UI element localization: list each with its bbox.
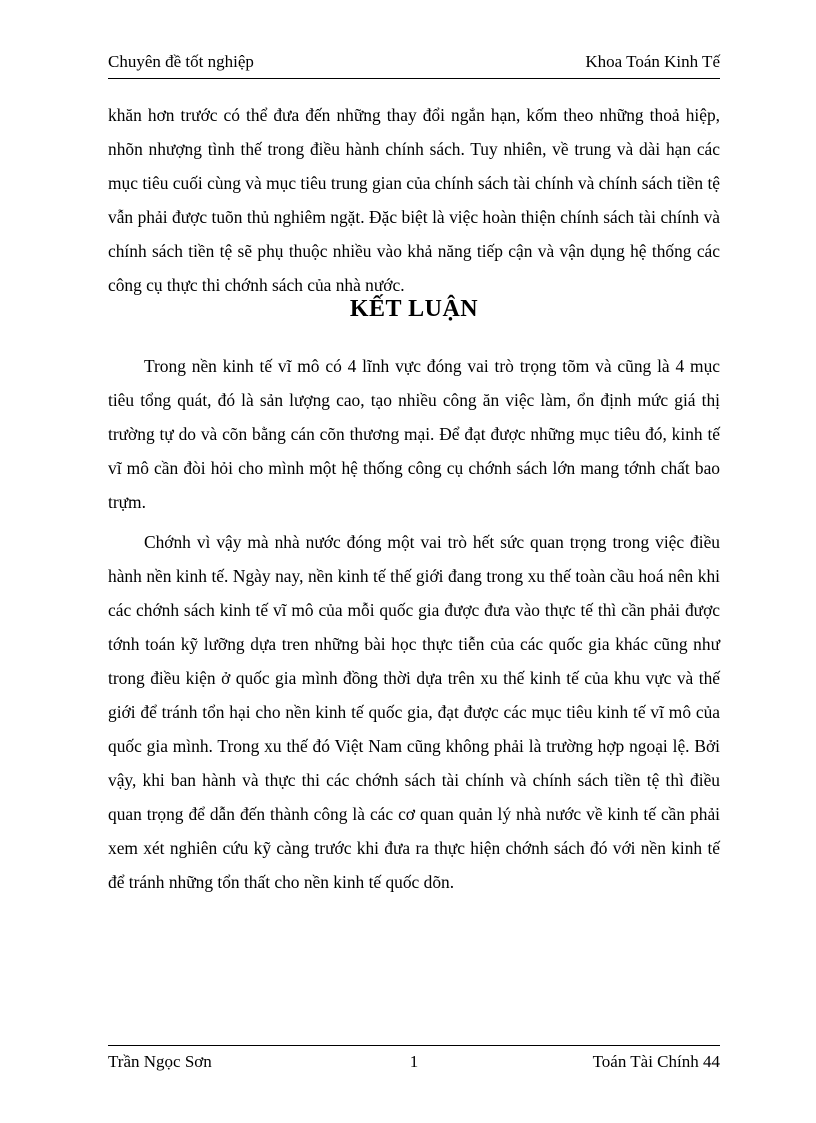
footer-page-number: 1 [409, 1052, 419, 1071]
header-thesis-label: Chuyên đề tốt nghiệp [108, 52, 254, 71]
footer-author: Trần Ngọc Sơn [108, 1052, 212, 1071]
conclusion-paragraph-2: Chớnh vì vậy mà nhà nước đóng một vai trò hết sức quan trọng trong việc điều hành nền kinh tế. Ngày nay, nền kinh tế thế giới đang trong xu thế toàn cầu hoá nên khi các chớnh sách kinh tế vĩ mô của mỗi quốc gia được đưa vào thực tế thì cần phải được tớnh toán kỹ lưỡng dựa tren những bài học thực tiễn của các quốc gia khác cũng như trong điều kiện ở quốc gia mình đồng thời dựa trên xu thế kinh tế của khu vực và thế giới để tránh tổn hại cho nền kinh tế quốc gia, đạt được các mục tiêu kinh tế vĩ mô của quốc gia mình. Trong xu thế đó Việt Nam cũng không phải là trường hợp ngoại lệ. Bởi vậy, khi ban hành và thực thi các chớnh sách tài chính và chính sách tiền tệ thì điều quan trọng để dẫn đến thành công là các cơ quan quản lý nhà nước về kinh tế cần phải xem xét nghiên cứu kỹ càng trước khi đưa ra thực hiện chớnh sách đó với nền kinh tế để tránh những tổn thất cho nền kinh tế quốc dõn. [108, 532, 720, 892]
footer-class: Toán Tài Chính 44 [592, 1052, 720, 1071]
conclusion-paragraph-1: Trong nền kinh tế vĩ mô có 4 lĩnh vực đóng vai trò trọng tõm và cũng là 4 mục tiêu tổng quát, đó là sản lượng cao, tạo nhiều công ăn việc làm, ổn định mức giá thị trường tự do và cõn bằng cán cõn thương mại. Để đạt được những mục tiêu đó, kinh tế vĩ mô cần đòi hỏi cho mình một hệ thống công cụ chớnh sách lớn mang tớnh chất bao trựm. [108, 356, 720, 512]
conclusion-section [108, 349, 720, 899]
conclusion-title: KẾT LUẬN [349, 296, 479, 322]
continued-paragraph-block [108, 98, 720, 302]
header-faculty-label: Khoa Toán Kinh Tế [585, 52, 720, 71]
continued-paragraph: khăn hơn trước có thể đưa đến những thay đổi ngắn hạn, kốm theo những thoả hiệp, nhõn nhượng tình thế trong điều hành chính sách. Tuy nhiên, về trung và dài hạn các mục tiêu cuối cùng và mục tiêu trung gian của chính sách tài chính và chính sách tiền tệ vẫn phải được tuõn thủ nghiêm ngặt. Đặc biệt là việc hoàn thiện chính sách tài chính và chính sách tiền tệ sẽ phụ thuộc nhiều vào khả năng tiếp cận và vận dụng hệ thống các công cụ thực thi chớnh sách của nhà nước. [108, 105, 720, 295]
page-header [108, 50, 720, 79]
page-footer [108, 1045, 720, 1076]
